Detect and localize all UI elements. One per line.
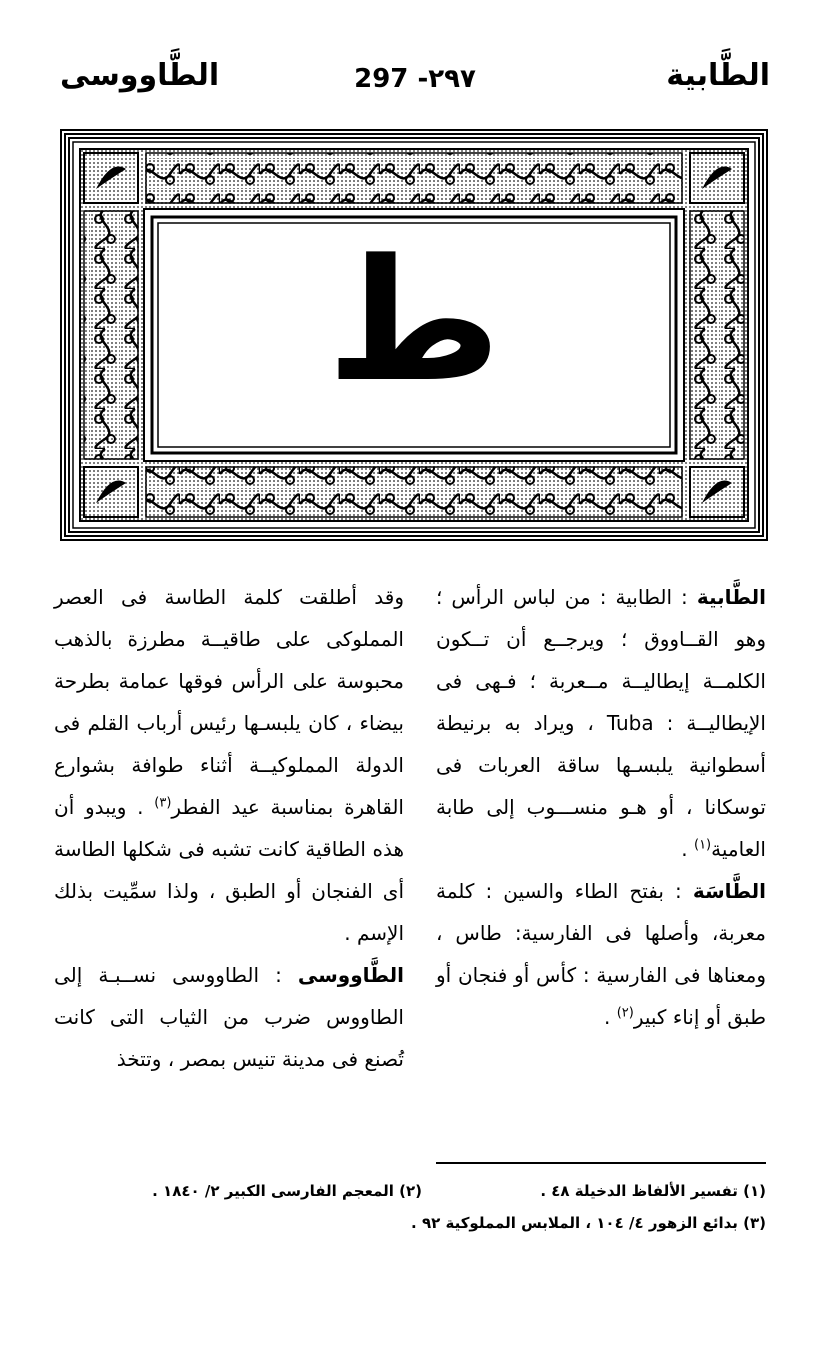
entry-headword: الطَّاووسى [297, 963, 404, 987]
entry-headword: الطَّاسَة [692, 879, 766, 903]
footnote-3: (٣) بدائع الزهور ٤/ ١٠٤ ، الملابس المملوكية ٩٢ . [411, 1214, 766, 1232]
footnote-2: (٢) المعجم الفارسى الكبير ٢/ ١٨٤٠ . [152, 1182, 422, 1200]
entry-headword: الطَّابية [696, 585, 766, 609]
left-column [54, 576, 404, 1080]
footnote-ref: (٣) [154, 795, 172, 811]
right-column [436, 576, 766, 1038]
footnote-ref: (٢) [616, 1005, 634, 1021]
paragraph-tasa-continued [54, 576, 404, 954]
page-header [60, 58, 770, 108]
entry-text-end: . [681, 837, 694, 861]
header-entry-word-left: الطَّاووسى [60, 58, 220, 93]
entry-tabiya [436, 576, 766, 870]
entry-text: : بفتح الطاء والسين : كلمة معربة، وأصلها فى الفارسية: طاس ، ومعناها فى الفارسية : كأس أو فنجان أو طبق أو إناء كبير [436, 879, 766, 1029]
entry-tawusi [54, 954, 404, 1080]
header-entry-word-right: الطَّابية [666, 58, 770, 93]
entry-text: : الطاووسى نســبـة إلى الطاووس ضرب من الثياب التى كانت تُصنع فى مدينة تنيس بمصر ، وتتخذ [54, 963, 404, 1071]
page-number: 297 -٢٩٧ [354, 64, 476, 94]
entry-tasa [436, 870, 766, 1038]
footnote-1: (١) تفسير الألفاظ الدخيلة ٤٨ . [540, 1182, 766, 1200]
paragraph-text: وقد أطلقت كلمة الطاسة فى العصر المملوكى على طاقيــة مطرزة بالذهب محبوسة على الرأس فوقها عمامة بطرحة بيضاء ، كان يلبسـها رئيس أرباب القلم فى الدولة المملوكيــة أثناء طوافة بشوارع القاهرة بمناسبة عيد الفطر [54, 585, 404, 819]
entry-text: : الطابية : من لباس الرأس ؛ وهو القــاووق ؛ ويرجــع أن تــكون الكلمــة إيطاليــة مــعربة ؛ فـهى فى الإيطاليــة : Tuba ، ويراد به برنيطة أسطوانية يلبسـها ساقة العربات فى توسكانا ، أو هـو منســـوب إلى طابة العامية [436, 585, 766, 861]
footnote-ref: (١) [693, 837, 712, 853]
paragraph-text-end: . ويبدو أن هذه الطاقية كانت تشبه فى شكلها الطاسة أى الفنجان أو الطبق ، ولذا سمِّيت بذلك الإسم . [54, 795, 404, 945]
ornamental-frame [60, 129, 768, 541]
large-letter: ط [326, 223, 502, 419]
entry-text-end: . [603, 1005, 617, 1029]
footnote-separator [436, 1162, 766, 1164]
